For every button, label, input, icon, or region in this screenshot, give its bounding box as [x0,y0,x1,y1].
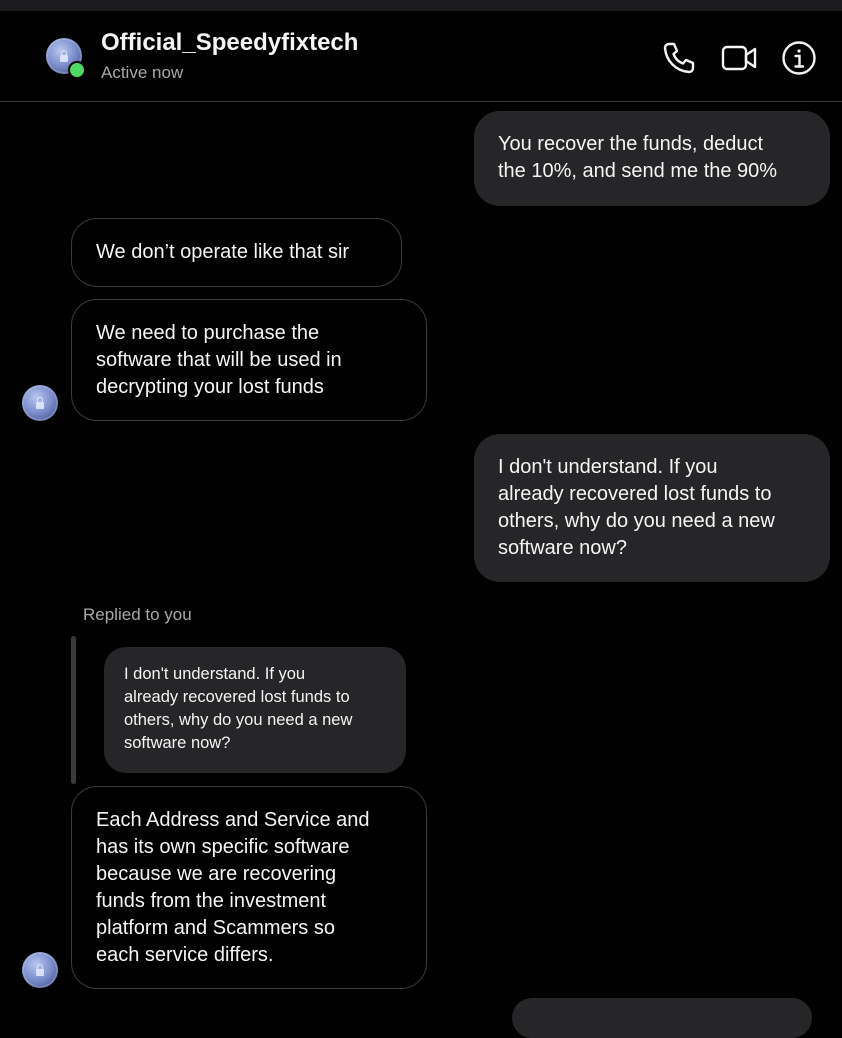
chat-header [0,11,842,102]
lock-icon [36,969,44,976]
sender-avatar[interactable] [22,952,58,988]
message-text: Each Address and Service and has its own specific software because we are recovering funds from the investment platform and Scammers so each service differs. [96,809,370,966]
phone-icon[interactable] [661,40,697,76]
window-top-strip [0,0,842,11]
lock-icon [60,55,68,62]
next-message-bubble-partial [512,998,812,1038]
reply-indicator-bar [71,636,76,784]
lock-icon [36,402,44,409]
info-icon[interactable] [781,40,817,76]
online-status-dot [68,61,86,79]
message-text: You recover the funds, deduct the 10%, and send me the 90% [498,133,778,182]
message-text: We need to purchase the software that will be used in decrypting your lost funds [96,322,342,398]
message-bubble-incoming[interactable] [71,218,402,287]
contact-status: Active now [101,63,184,82]
message-bubble-outgoing[interactable] [474,111,830,206]
contact-name[interactable]: Official_Speedyfixtech [101,29,359,56]
quoted-message-text: I don't understand. If you already recovered lost funds to others, why do you need a new software now? [124,665,353,752]
message-text: I don't understand. If you already recovered lost funds to others, why do you need a new software now? [498,456,775,559]
video-call-icon[interactable] [721,40,757,76]
message-bubble-outgoing[interactable] [474,434,830,582]
replied-to-label: Replied to you [83,605,192,624]
quoted-message-bubble[interactable] [104,647,406,773]
message-text: We don’t operate like that sir [96,241,350,263]
sender-avatar[interactable] [22,385,58,421]
message-bubble-incoming[interactable] [71,786,427,989]
message-bubble-incoming[interactable] [71,299,427,421]
